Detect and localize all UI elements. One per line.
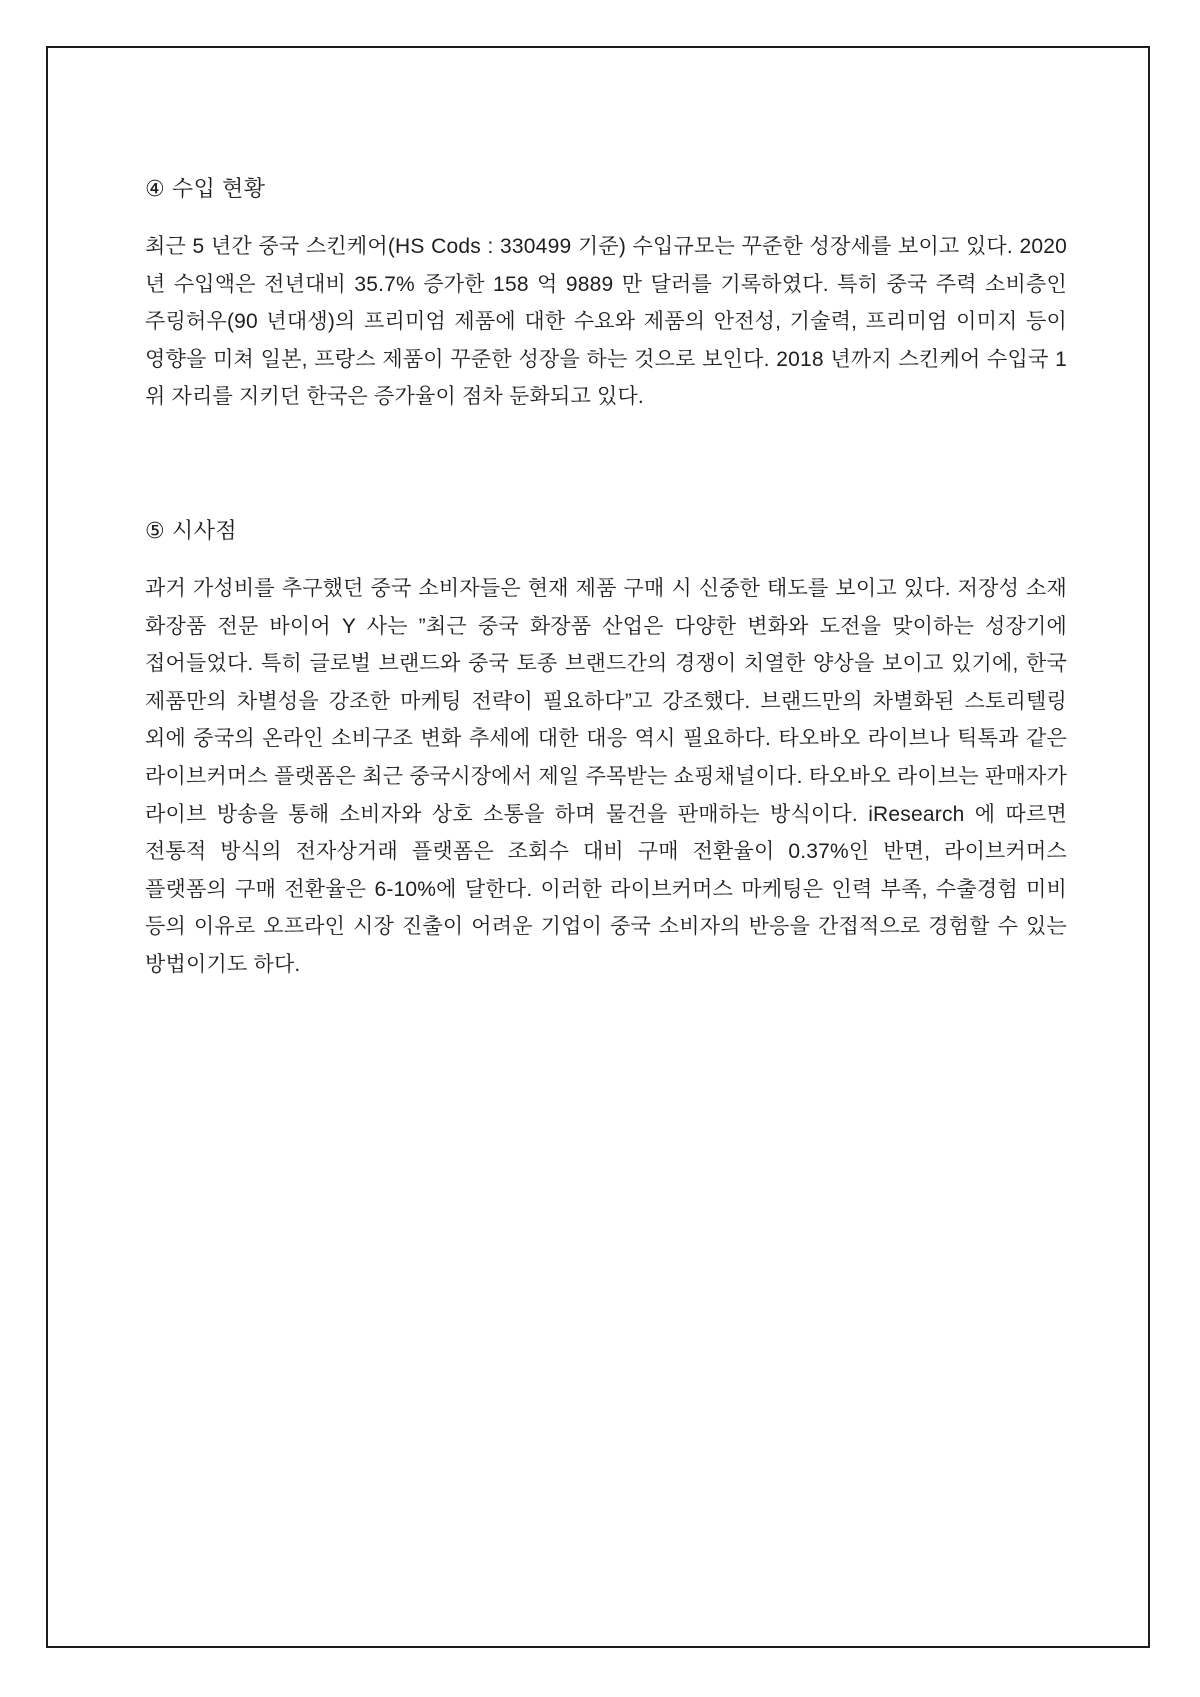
section-paragraph-import-status: 최근 5 년간 중국 스킨케어(HS Cods : 330499 기준) 수입규모는 꾸준한 성장세를 보이고 있다. 2020 년 수입액은 전년대비 35.7% 증가한 158 억 9889 만 달러를 기록하였다. 특히 중국 주력 소비층인 주링허우(90 년대생)의 프리미엄 제품에 대한 수요와 제품의 안전성, 기술력, 프리미엄 이미지 등이 영향을 미쳐 일본, 프랑스 제품이 꾸준한 성장을 하는 것으로 보인다. 2018 년까지 스킨케어 수입국 1 위 자리를 지키던 한국은 증가율이 점차 둔화되고 있다.: [145, 235, 1067, 409]
section-heading-implications: ⑤ 시사점: [145, 517, 238, 543]
page-border: [46, 46, 1150, 1648]
section-paragraph-implications: 과거 가성비를 추구했던 중국 소비자들은 현재 제품 구매 시 신중한 태도를 보이고 있다. 저장성 소재 화장품 전문 바이어 Y 사는 ”최근 중국 화장품 산업은 다양한 변화와 도전을 맞이하는 성장기에 접어들었다. 특히 글로벌 브랜드와 중국 토종 브랜드간의 경쟁이 치열한 양상을 보이고 있기에, 한국 제품만의 차별성을 강조한 마케팅 전략이 필요하다”고 강조했다. 브랜드만의 차별화된 스토리텔링 외에 중국의 온라인 소비구조 변화 추세에 대한 대응 역시 필요하다. 타오바오 라이브나 틱톡과 같은 라이브커머스 플랫폼은 최근 중국시장에서 제일 주목받는 쇼핑채널이다. 타오바오 라이브는 판매자가 라이브 방송을 통해 소비자와 상호 소통을 하며 물건을 판매하는 방식이다. iResearch 에 따르면 전통적 방식의 전자상거래 플랫폼은 조회수 대비 구매 전환율이 0.37%인 반면, 라이브커머스 플랫폼의 구매 전환율은 6-10%에 달한다. 이러한 라이브커머스 마케팅은 인력 부족, 수출경험 미비 등의 이유로 오프라인 시장 진출이 어려운 기업이 중국 소비자의 반응을 간접적으로 경험할 수 있는 방법이기도 하다.: [145, 576, 1067, 976]
section-import-status: [145, 174, 1067, 416]
document-content: [145, 48, 1067, 984]
section-implications: [145, 516, 1067, 984]
section-heading-import-status: ④ 수입 현황: [145, 176, 266, 201]
